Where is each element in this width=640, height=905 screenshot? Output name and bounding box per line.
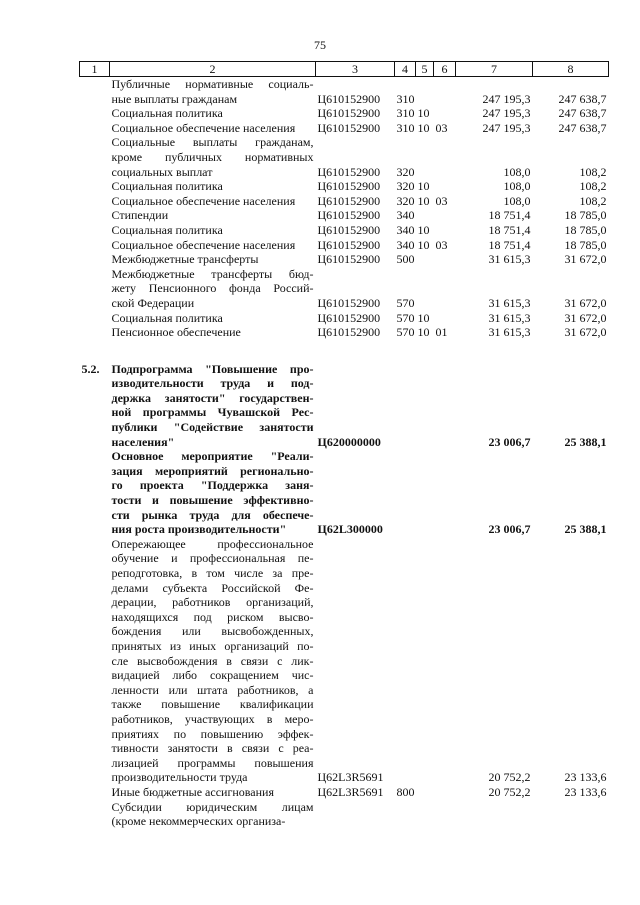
section-number-cell (80, 121, 110, 136)
target-code-cell: Ц610152900 (317, 237, 381, 252)
item-name-cell (110, 179, 316, 194)
subsection-code-cell (434, 208, 456, 223)
table-row (80, 223, 609, 238)
table-body (80, 77, 609, 829)
amount-year2-cell: 31 672,0 (564, 252, 607, 267)
subsection-code-cell: 01 (435, 325, 448, 340)
target-code-cell: Ц62L300000 (317, 522, 383, 537)
item-name-cell (110, 194, 316, 209)
item-name-line: сле высвобождения в связи с лик- (111, 653, 314, 668)
item-name-cell (110, 325, 316, 340)
amount-year2-cell: 31 672,0 (564, 310, 607, 325)
section-number-cell (80, 208, 110, 223)
item-name-line: работников, участвующих в меро- (111, 711, 314, 726)
item-name-cell (110, 106, 316, 121)
table-row (80, 238, 609, 253)
expense-type-cell: 570 (396, 295, 415, 310)
amount-year1-cell (456, 800, 533, 829)
item-name-line: социальных выплат (111, 164, 213, 179)
amount-year2-cell: 31 672,0 (564, 295, 607, 310)
amount-year1-cell: 108,0 (503, 179, 531, 194)
subsection-code-cell (434, 311, 456, 326)
table-row (80, 449, 609, 537)
amount-year1-cell: 31 615,3 (488, 325, 531, 340)
item-name-line: Социальная политика (111, 106, 223, 121)
section-number-cell (80, 77, 110, 107)
section-number-cell: 5.2. (81, 361, 100, 376)
item-name-line: ленности или штата работников, а (111, 682, 314, 697)
amount-year1-cell: 18 751,4 (488, 208, 531, 223)
amount-year1-cell: 108,0 (503, 193, 531, 208)
amount-year1-cell: 23 006,7 (488, 434, 531, 449)
target-code-cell (316, 800, 395, 829)
expense-type-cell: 570 (396, 310, 415, 325)
header-cell: 2 (110, 62, 316, 77)
amount-year1-cell: 247 195,3 (482, 120, 531, 135)
item-name-line: дерации, работников организаций, (111, 595, 314, 610)
amount-year1-cell: 20 752,2 (488, 770, 531, 785)
item-name-line: сти рынка труда для обеспече- (111, 507, 314, 522)
amount-year1-cell: 18 751,4 (488, 237, 531, 252)
amount-year1-cell: 247 195,3 (482, 91, 531, 106)
item-name-line: го проекта "Поддержка заня- (111, 478, 314, 493)
target-code-cell: Ц610152900 (317, 310, 381, 325)
subsection-code-cell (434, 77, 456, 107)
table-row (80, 362, 609, 450)
item-name-line: публики "Содействие занятости (111, 420, 314, 435)
expense-type-cell: 340 (396, 208, 415, 223)
subsection-code-cell (434, 537, 456, 785)
amount-year2-cell: 31 672,0 (564, 325, 607, 340)
subsection-code-cell: 03 (435, 193, 448, 208)
section-number-cell (80, 179, 110, 194)
subsection-code-cell: 03 (435, 120, 448, 135)
amount-year2-cell: 247 638,7 (558, 106, 607, 121)
section-number-cell (80, 238, 110, 253)
amount-year2-cell (533, 800, 609, 829)
target-code-cell: Ц610152900 (317, 295, 381, 310)
item-name-line: зация мероприятий регионально- (111, 463, 314, 478)
expense-type-cell: 320 (396, 193, 415, 208)
amount-year1-cell: 20 752,2 (488, 784, 531, 799)
subsection-code-cell (434, 106, 456, 121)
section-code-cell: 10 (417, 325, 430, 340)
expense-type-cell (395, 537, 416, 785)
section-number-cell (80, 252, 110, 267)
amount-year2-cell: 23 133,6 (564, 770, 607, 785)
expense-type-cell: 500 (396, 252, 415, 267)
section-code-cell: 10 (417, 310, 430, 325)
item-name-line: жету Пенсионного фонда Россий- (111, 281, 314, 296)
amount-year2-cell: 25 388,1 (564, 434, 607, 449)
section-code-cell: 10 (417, 106, 430, 121)
item-name-line: Социальная политика (111, 310, 223, 325)
item-name-line: бождения или высвобожденных, (111, 624, 314, 639)
section-code-cell: 10 (417, 193, 430, 208)
item-name-line: ной программы Чувашской Рес- (111, 405, 314, 420)
item-name-line: приятиях по повышению эффек- (111, 726, 314, 741)
page-number: 75 (314, 38, 326, 52)
item-name-line: ской Федерации (111, 295, 195, 310)
item-name-line: ные выплаты гражданам (111, 91, 238, 106)
section-number-cell (80, 267, 110, 311)
expense-type-cell: 320 (396, 164, 415, 179)
target-code-cell: Ц610152900 (317, 325, 381, 340)
section-number-cell (80, 537, 110, 785)
expense-type-cell: 340 (396, 237, 415, 252)
section-code-cell (416, 135, 434, 179)
subsection-code-cell (434, 800, 456, 829)
expense-type-cell: 570 (396, 325, 415, 340)
amount-year2-cell: 108,2 (579, 164, 607, 179)
section-number-cell (80, 135, 110, 179)
expense-type-cell (395, 800, 416, 829)
item-name-cell (110, 77, 316, 107)
header-cell: 1 (80, 62, 110, 77)
section-code-cell (416, 267, 434, 311)
section-number-cell (80, 785, 110, 800)
item-name-cell (110, 223, 316, 238)
item-name-line: Пенсионное обеспечение (111, 325, 241, 340)
item-name-line: Социальные выплаты гражданам, (111, 135, 314, 150)
subsection-code-cell: 03 (435, 237, 448, 252)
item-name-cell (110, 208, 316, 223)
section-number-cell (80, 800, 110, 829)
item-name-line: Стипендии (111, 208, 169, 223)
table-row (80, 77, 609, 107)
target-code-cell: Ц610152900 (317, 120, 381, 135)
expense-type-cell: 320 (396, 179, 415, 194)
subsection-code-cell (434, 785, 456, 800)
item-name-line: Социальная политика (111, 179, 223, 194)
item-name-cell (110, 800, 316, 829)
amount-year2-cell: 18 785,0 (564, 222, 607, 237)
subsection-code-cell (434, 179, 456, 194)
amount-year1-cell: 31 615,3 (488, 252, 531, 267)
section-code-cell: 10 (417, 179, 430, 194)
section-code-cell (416, 252, 434, 267)
subsection-code-cell (434, 252, 456, 267)
item-name-line: Опережающее профессиональное (111, 536, 314, 551)
item-name-line: Субсидии юридическим лицам (111, 799, 314, 814)
target-code-cell: Ц610152900 (317, 193, 381, 208)
item-name-line: Социальное обеспечение населения (111, 120, 296, 135)
amount-year2-cell: 25 388,1 (564, 522, 607, 537)
item-name-line: Межбюджетные трансферты бюд- (111, 266, 314, 281)
subsection-code-cell (434, 135, 456, 179)
table-row (80, 800, 609, 829)
table-row (80, 208, 609, 223)
item-name-line: ния роста производительности" (111, 522, 287, 537)
item-name-line: видацией либо сокращением чис- (111, 668, 314, 683)
section-code-cell (416, 449, 434, 537)
amount-year1-cell: 247 195,3 (482, 106, 531, 121)
table-row (80, 194, 609, 209)
item-name-line: Основное мероприятие "Реали- (111, 449, 314, 464)
item-name-cell (110, 267, 316, 311)
subsection-code-cell (434, 223, 456, 238)
expense-type-cell: 800 (396, 784, 415, 799)
expense-type-cell: 310 (396, 106, 415, 121)
item-name-line: делами субъекта Российской Фе- (111, 580, 314, 595)
item-name-line: (кроме некоммерческих организа- (111, 814, 286, 829)
amount-year2-cell: 108,2 (579, 193, 607, 208)
item-name-cell (110, 449, 316, 537)
table-row (80, 537, 609, 785)
item-name-line: Публичные нормативные социаль- (111, 77, 314, 91)
section-code-cell (416, 537, 434, 785)
target-code-cell: Ц620000000 (317, 434, 381, 449)
header-cell: 4 (395, 62, 416, 77)
target-code-cell: Ц62L3R5691 (317, 784, 384, 799)
item-name-cell (110, 311, 316, 326)
target-code-cell: Ц610152900 (317, 252, 381, 267)
section-code-cell (416, 77, 434, 107)
header-cell: 3 (316, 62, 395, 77)
target-code-cell: Ц610152900 (317, 164, 381, 179)
amount-year1-cell: 108,0 (503, 164, 531, 179)
table-row (80, 106, 609, 121)
budget-table (79, 61, 609, 829)
item-name-line: Подпрограмма "Повышение про- (111, 361, 314, 376)
item-name-cell (110, 135, 316, 179)
target-code-cell: Ц610152900 (317, 106, 381, 121)
target-code-cell: Ц610152900 (317, 179, 381, 194)
amount-year2-cell: 18 785,0 (564, 208, 607, 223)
item-name-cell (110, 238, 316, 253)
item-name-line: Социальное обеспечение населения (111, 193, 296, 208)
subsection-code-cell (434, 449, 456, 537)
header-cell: 8 (533, 62, 609, 77)
section-code-cell (416, 208, 434, 223)
item-name-line: изводительности труда и под- (111, 376, 314, 391)
section-code-cell (416, 800, 434, 829)
item-name-line: Социальная политика (111, 222, 223, 237)
item-name-line: кроме публичных нормативных (111, 149, 314, 164)
subsection-code-cell (434, 362, 456, 450)
amount-year2-cell: 18 785,0 (564, 237, 607, 252)
header-row (80, 62, 609, 77)
table-row (80, 252, 609, 267)
spacer-row (80, 340, 609, 362)
amount-year2-cell: 247 638,7 (558, 120, 607, 135)
item-name-line: держка занятости" государствен- (111, 390, 314, 405)
expense-type-cell: 340 (396, 222, 415, 237)
section-code-cell: 10 (417, 237, 430, 252)
item-name-line: Иные бюджетные ассигнования (111, 784, 274, 799)
item-name-line: населения" (111, 434, 175, 449)
expense-type-cell: 310 (396, 91, 415, 106)
section-code-cell (416, 785, 434, 800)
amount-year2-cell: 108,2 (579, 179, 607, 194)
header-cell: 6 (434, 62, 456, 77)
table-row (80, 121, 609, 136)
table-row (80, 325, 609, 340)
table-row (80, 311, 609, 326)
item-name-cell (110, 121, 316, 136)
item-name-line: находящихся под риском высво- (111, 609, 314, 624)
item-name-line: обучение и профессиональная пе- (111, 551, 314, 566)
target-code-cell: Ц62L3R5691 (317, 770, 384, 785)
expense-type-cell (395, 362, 416, 450)
item-name-line: производительности труда (111, 770, 248, 785)
target-code-cell: Ц610152900 (317, 222, 381, 237)
header-cell: 5 (416, 62, 434, 77)
section-number-cell (80, 449, 110, 537)
subsection-code-cell (434, 267, 456, 311)
table-row (80, 267, 609, 311)
spacer-cell (80, 340, 609, 362)
amount-year1-cell: 31 615,3 (488, 295, 531, 310)
section-code-cell: 10 (417, 120, 430, 135)
item-name-cell (110, 785, 316, 800)
item-name-cell (110, 362, 316, 450)
item-name-line: реподготовка, в том числе за пре- (111, 566, 314, 580)
section-number-cell (80, 223, 110, 238)
amount-year2-cell: 247 638,7 (558, 91, 607, 106)
target-code-cell: Ц610152900 (317, 208, 381, 223)
item-name-line: Межбюджетные трансферты (111, 252, 259, 267)
section-code-cell (416, 362, 434, 450)
amount-year1-cell: 18 751,4 (488, 222, 531, 237)
amount-year1-cell: 31 615,3 (488, 310, 531, 325)
amount-year1-cell: 23 006,7 (488, 522, 531, 537)
table-row (80, 179, 609, 194)
item-name-line: также повышение квалификации (111, 697, 314, 712)
expense-type-cell (395, 449, 416, 537)
section-number-cell (80, 311, 110, 326)
item-name-line: Социальное обеспечение населения (111, 237, 296, 252)
amount-year2-cell: 23 133,6 (564, 784, 607, 799)
item-name-cell (110, 537, 316, 785)
table-row (80, 785, 609, 800)
header-cell: 7 (456, 62, 533, 77)
section-number-cell (80, 325, 110, 340)
item-name-line: тивности занятости в связи с реа- (111, 741, 314, 756)
expense-type-cell: 310 (396, 120, 415, 135)
item-name-cell (110, 252, 316, 267)
item-name-line: принятых из иных организаций по- (111, 638, 314, 653)
item-name-line: тости и повышение эффективно- (111, 493, 314, 508)
section-number-cell (80, 106, 110, 121)
section-code-cell: 10 (417, 222, 430, 237)
table-row (80, 135, 609, 179)
target-code-cell: Ц610152900 (317, 91, 381, 106)
section-number-cell (80, 194, 110, 209)
item-name-line: лизацией программы повышения (111, 755, 314, 770)
